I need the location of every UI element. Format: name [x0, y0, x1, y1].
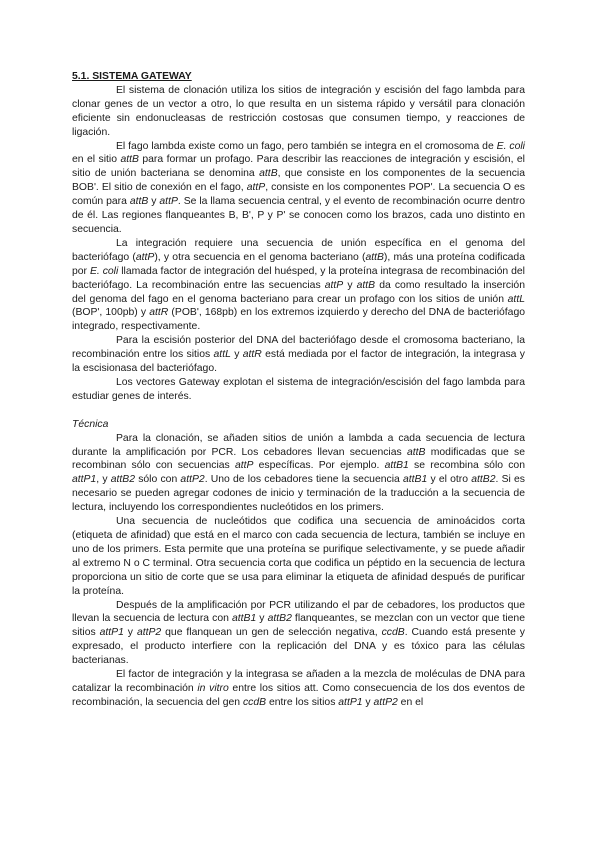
italic-term: attP1 [72, 474, 97, 486]
italic-term: attB1 [384, 460, 409, 472]
text-run: . Uno de los cebadores tiene la secuencia [204, 474, 403, 486]
text-run: y [362, 696, 374, 708]
subsection [72, 418, 525, 432]
text-run: ), más una proteína codificada por [72, 251, 525, 277]
paragraph [72, 599, 525, 669]
text-run: llamada factor de integración del huésped, y la proteína integrasa de recombinación del bacteriófago. La recombinación entre las secuencias [72, 265, 525, 291]
text-run: Una secuencia de nucleótidos que codifica una secuencia de aminoácidos corta (etiqueta de afinidad) que está en el marco con cada secuencia de lectura, también se incluye en uno de los primers. Esta permite que una proteína se purifique selectivamente, y se puede añadir al extremo N o C terminal. Otra secuencia corta que codifica un péptido en la secuencia de lectura proporciona un sitio de corte que se usa para eliminar la etiqueta de afinidad después de purificar la proteína. [72, 516, 525, 597]
italic-term: attB2 [471, 474, 496, 486]
text-run: . Si es necesario se pueden agregar codones de inicio y terminación de la traducción a la secuencia de lectura, incluyendo los correspondientes nucleótidos en los primers. [72, 474, 525, 514]
italic-term: attB [120, 154, 139, 166]
technique-paragraphs [72, 432, 525, 710]
text-run: que flanquean un gen de selección negativa, [161, 627, 382, 639]
italic-term: in vitro [197, 682, 229, 694]
paragraph [72, 376, 525, 404]
paragraph [72, 237, 525, 334]
text-run: Después de la amplificación por PCR utilizando el par de cebadores, los productos que llevan la secuencia de lectura con [72, 599, 525, 625]
text-run: La integración requiere una secuencia de unión específica en el genoma del bacteriófago ( [72, 237, 525, 263]
italic-term: attB [406, 446, 426, 458]
italic-term: ccdB [381, 627, 405, 639]
italic-term: attP [159, 196, 178, 208]
text-run: , y [96, 474, 111, 486]
text-run: está mediada por el factor de integración, la integrasa y la escisionasa del bacteriófago. [72, 349, 525, 375]
text-run: , consiste en los componentes POP'. La secuencia O es común para [72, 182, 525, 208]
italic-term: attB1 [402, 474, 428, 486]
italic-term: attR [242, 349, 262, 361]
italic-term: attB2 [110, 474, 136, 486]
text-run: y [123, 627, 137, 639]
paragraph [72, 668, 525, 710]
text-run: ), y otra secuencia en el genoma bacteriano ( [154, 251, 366, 263]
italic-term: attP [246, 182, 266, 194]
italic-term: attP2 [136, 627, 162, 639]
subsection-title: Técnica [72, 418, 109, 430]
italic-term: attB [365, 251, 384, 263]
text-run: se recombina sólo con [408, 460, 525, 472]
italic-term: attP1 [99, 627, 124, 639]
italic-term: attB [259, 168, 278, 180]
text-run: para formar un profago. Para describir las reacciones de integración y escisión, el sitio de unión bacteriana se denomina [72, 154, 525, 180]
text-run: en el [397, 696, 424, 708]
text-run: . Cuando está presente y expresado, el producto interfiere con la replicación del DNA y es tóxico para las células bacterianas. [72, 627, 525, 667]
text-run: y el otro [427, 474, 472, 486]
text-run: . Se la llama secuencia central, y el evento de recombinación ocurre dentro de él. Las regiones flanqueantes B, B', P y P' se conocen como los brazos, cada uno distinto en secuencia. [72, 196, 525, 235]
text-run: Para la escisión posterior del DNA del bacteriófago desde el cromosoma bacteriano, la recombinación entre los sitios [72, 335, 525, 361]
text-run: y [343, 279, 357, 291]
intro-paragraphs [72, 84, 525, 404]
text-run: entre los sitios att. Como consecuencia de los dos eventos de recombinación, la secuencia del gen [72, 682, 526, 708]
spacer [72, 404, 525, 418]
text-run: Para la clonación, se añaden sitios de unión a lambda a cada secuencia de lectura durante la amplificación por PCR. Los cebadores llevan secuencias [72, 432, 525, 458]
italic-term: attL [213, 349, 231, 361]
italic-term: attP [234, 460, 254, 472]
text-run: sólo con [135, 474, 181, 486]
paragraph [72, 515, 525, 598]
italic-term: attP [324, 279, 344, 291]
italic-term: attR [149, 307, 169, 319]
italic-term: attP1 [338, 696, 363, 708]
italic-term: attP [135, 251, 155, 263]
italic-term: attL [507, 293, 525, 305]
italic-term: attB2 [267, 613, 292, 625]
paragraph [72, 432, 525, 515]
text-run: El fago lambda existe como un fago, pero también se integra en el cromosoma de [116, 140, 497, 152]
text-run: específicas. Por ejemplo. [253, 460, 385, 472]
italic-term: attP2 [180, 474, 205, 486]
text-run: Los vectores Gateway explotan el sistema de integración/escisión del fago lambda para estudiar genes de interés. [72, 376, 525, 402]
text-run: modificadas que se recombinan sólo con secuencias [72, 446, 526, 472]
italic-term: attB1 [231, 613, 257, 625]
italic-term: attB [356, 279, 376, 291]
italic-term: E. coli [89, 265, 119, 277]
text-run: flanqueantes, se mezclan con un vector que tiene sitios [72, 613, 525, 639]
text-run: , que consiste en los componentes de la secuencia BOB'. El sitio de conexión en el fago, [72, 168, 526, 194]
text-run: (POB', 168pb) en los extremos izquierdo y derecho del DNA de bacteriófago integrado, respectivamente. [72, 307, 525, 333]
italic-term: attB [129, 196, 149, 208]
text-run: El sistema de clonación utiliza los sitios de integración y escisión del fago lambda para clonar genes de un vector a otro, lo que resulta en un sistema rápido y versátil para clonación eficiente sin endonucleasas de restricción costosas que consumen tiempo, y reacciones de ligación. [72, 84, 525, 138]
paragraph [72, 140, 525, 237]
text-run: y [148, 196, 160, 208]
section-title: 5.1. SISTEMA GATEWAY [72, 71, 192, 82]
paragraph [72, 84, 525, 140]
paragraph [72, 334, 525, 376]
text-run: en el sitio [72, 154, 121, 166]
italic-term: ccdB [242, 696, 267, 708]
text-run: y [256, 613, 268, 625]
text-run: y [230, 349, 243, 361]
text-run: (BOP', 100pb) y [72, 307, 150, 319]
italic-term: attP2 [373, 696, 398, 708]
text-run: da como resultado la inserción del genoma del fago en el genoma bacteriano para crear un profago con los sitios de unión [72, 279, 525, 305]
italic-term: E. coli [496, 140, 525, 152]
text-run: entre los sitios [266, 696, 339, 708]
text-run: El factor de integración y la integrasa se añaden a la mezcla de moléculas de DNA para catalizar la recombinación [72, 669, 525, 694]
